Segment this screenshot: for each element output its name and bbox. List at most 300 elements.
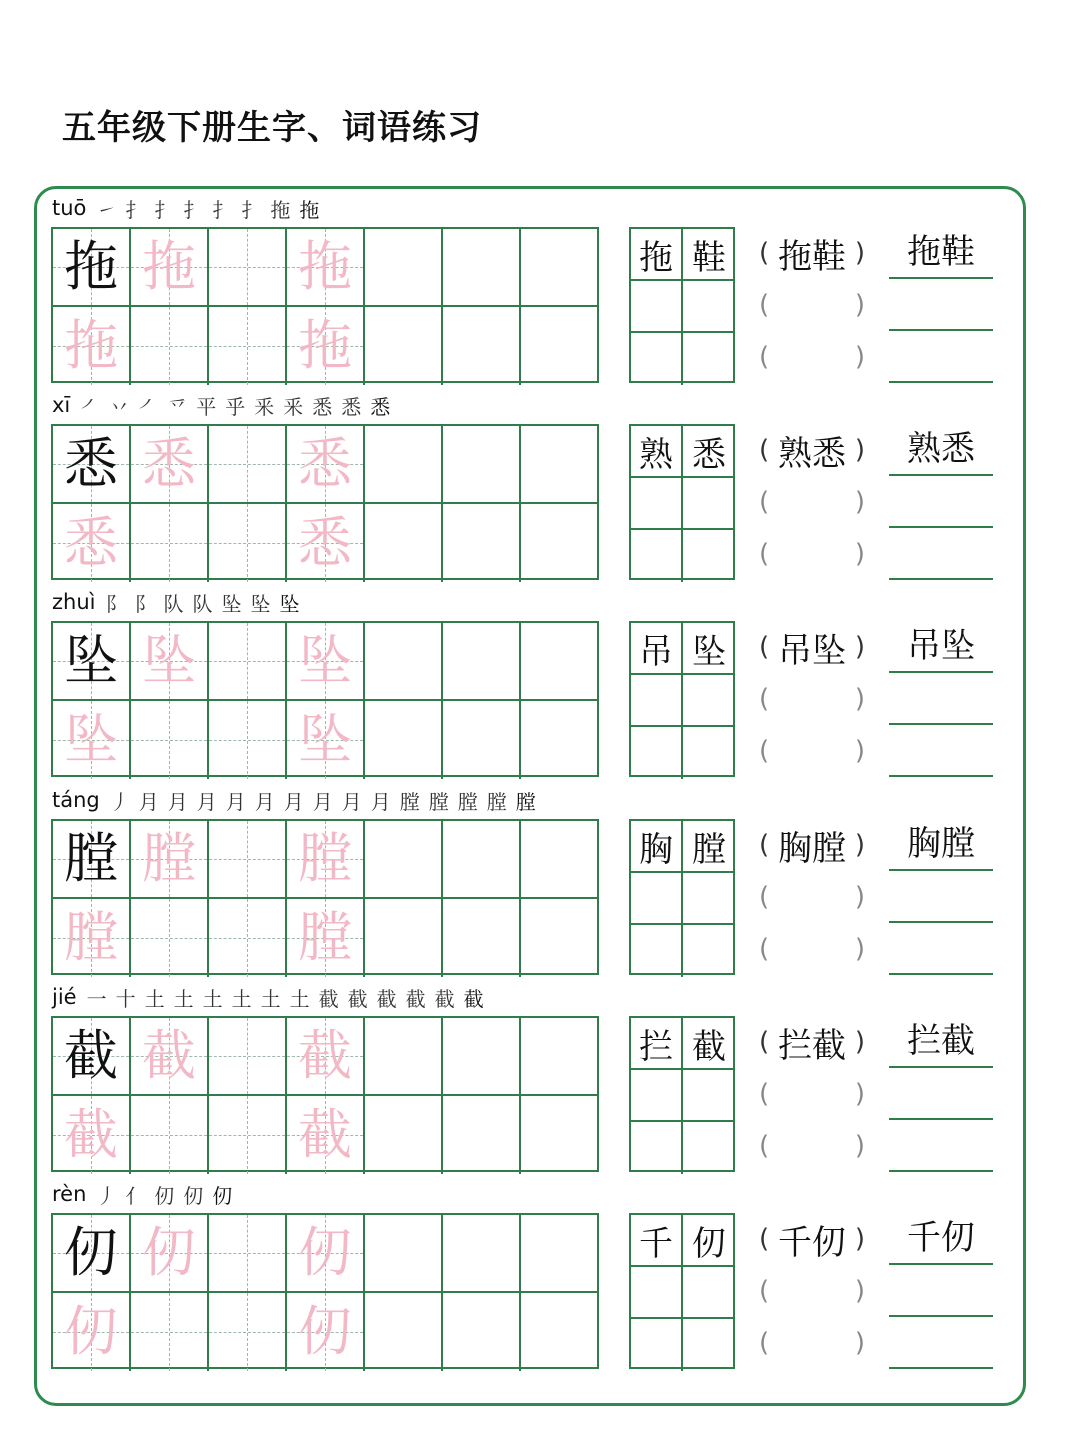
word-cell[interactable]: 胸 <box>631 821 683 873</box>
stroke-step: ⻖ <box>105 591 126 616</box>
writing-cell[interactable] <box>365 1293 443 1371</box>
model-character: 悉 <box>64 432 118 495</box>
stroke-step: 悉 <box>341 394 362 419</box>
word-cell[interactable]: 截 <box>683 1018 735 1070</box>
stroke-step: 膛 <box>486 789 507 814</box>
parenthesis-column <box>759 1016 865 1172</box>
pinyin: jié <box>52 985 77 1009</box>
page-title: 五年级下册生字、词语练习 <box>62 108 482 148</box>
writing-cell[interactable] <box>287 229 365 307</box>
stroke-step: 截 <box>434 986 455 1011</box>
writing-cell[interactable] <box>53 229 131 307</box>
underline-column <box>889 424 993 580</box>
writing-cell[interactable] <box>365 701 443 779</box>
open-paren: ( <box>759 934 770 964</box>
underline-blank[interactable] <box>889 279 993 331</box>
open-paren: ( <box>759 882 770 912</box>
stroke-order-line <box>52 983 493 1011</box>
word-cell[interactable] <box>631 1319 683 1371</box>
word-cell[interactable] <box>631 925 683 977</box>
stroke-step: 土 <box>173 986 194 1011</box>
word-cell[interactable] <box>683 675 735 727</box>
word-cell[interactable]: 熟 <box>631 426 683 478</box>
word-cell[interactable]: 膛 <box>683 821 735 873</box>
model-character: 拖 <box>64 235 118 298</box>
trace-character: 仞 <box>142 1221 196 1284</box>
pinyin: zhuì <box>52 590 96 614</box>
writing-grid <box>51 1213 599 1369</box>
stroke-step: 土 <box>260 986 281 1011</box>
writing-cell[interactable] <box>53 1096 131 1174</box>
parenthesis-column <box>759 621 865 777</box>
parenthesis-blank[interactable] <box>759 227 865 279</box>
writing-cell[interactable] <box>443 899 521 977</box>
word-cell[interactable] <box>683 1122 735 1174</box>
stroke-step: 扌 <box>125 197 146 222</box>
word-cell[interactable]: 拖 <box>631 229 683 281</box>
parenthesis-blank[interactable] <box>759 528 865 580</box>
stroke-step: 十 <box>115 986 136 1011</box>
word-cell[interactable]: 仞 <box>683 1215 735 1267</box>
writing-cell[interactable] <box>443 1215 521 1293</box>
paren-word: 千仞 <box>778 1222 846 1263</box>
practice-row <box>0 975 1080 1172</box>
word-cell[interactable]: 坠 <box>683 623 735 675</box>
writing-cell[interactable] <box>365 1018 443 1096</box>
underline-word: 熟悉 <box>907 429 975 469</box>
stroke-order-line <box>52 588 308 616</box>
writing-cell[interactable] <box>521 623 599 701</box>
stroke-step: 釆 <box>254 394 275 419</box>
writing-cell[interactable] <box>53 504 131 582</box>
trace-character: 坠 <box>64 708 118 771</box>
close-paren: ) <box>854 1027 865 1057</box>
close-paren: ) <box>854 684 865 714</box>
underline-blank[interactable] <box>889 476 993 528</box>
stroke-step: 丿 <box>109 789 130 814</box>
writing-cell[interactable] <box>53 821 131 899</box>
stroke-step: 仞 <box>154 1183 175 1208</box>
writing-cell[interactable] <box>521 821 599 899</box>
word-cell[interactable]: 悉 <box>683 426 735 478</box>
underline-word: 千仞 <box>907 1218 975 1258</box>
parenthesis-blank[interactable] <box>759 1213 865 1265</box>
paren-word: 熟悉 <box>778 433 846 474</box>
paren-word: 胸膛 <box>778 828 846 869</box>
writing-cell[interactable] <box>443 821 521 899</box>
trace-character: 膛 <box>298 906 352 969</box>
writing-cell[interactable] <box>53 1215 131 1293</box>
close-paren: ) <box>854 934 865 964</box>
trace-character: 坠 <box>142 629 196 692</box>
writing-cell[interactable] <box>287 504 365 582</box>
stroke-step: 膛 <box>428 789 449 814</box>
stroke-step: 扌 <box>183 197 204 222</box>
writing-cell[interactable] <box>521 229 599 307</box>
underline-blank[interactable] <box>889 1016 993 1068</box>
parenthesis-blank[interactable] <box>759 1120 865 1172</box>
writing-grid <box>51 621 599 777</box>
word-cell[interactable] <box>631 727 683 779</box>
practice-row <box>0 383 1080 580</box>
writing-cell[interactable] <box>365 821 443 899</box>
writing-cell[interactable] <box>365 307 443 385</box>
word-cell[interactable] <box>683 478 735 530</box>
writing-cell[interactable] <box>53 623 131 701</box>
underline-blank[interactable] <box>889 1265 993 1317</box>
word-cell[interactable] <box>631 281 683 333</box>
stroke-step: 仞 <box>183 1183 204 1208</box>
parenthesis-blank[interactable] <box>759 476 865 528</box>
writing-cell[interactable] <box>443 229 521 307</box>
close-paren: ) <box>854 1079 865 1109</box>
close-paren: ) <box>854 882 865 912</box>
parenthesis-blank[interactable] <box>759 279 865 331</box>
stroke-step: 拖 <box>270 197 291 222</box>
word-cell[interactable] <box>683 281 735 333</box>
underline-blank[interactable] <box>889 1068 993 1120</box>
stroke-step: 坠 <box>221 591 242 616</box>
writing-cell[interactable] <box>131 1018 209 1096</box>
writing-cell[interactable] <box>287 1215 365 1293</box>
close-paren: ) <box>854 830 865 860</box>
trace-character: 截 <box>298 1103 352 1166</box>
parenthesis-column <box>759 819 865 975</box>
stroke-step: ㇒ <box>138 394 159 419</box>
writing-grid <box>51 819 599 975</box>
stroke-step: 拖 <box>299 197 320 222</box>
underline-column <box>889 1213 993 1369</box>
underline-blank[interactable] <box>889 673 993 725</box>
writing-cell[interactable] <box>209 426 287 504</box>
writing-cell[interactable] <box>443 307 521 385</box>
writing-cell[interactable] <box>53 426 131 504</box>
parenthesis-column <box>759 424 865 580</box>
trace-character: 仞 <box>64 1300 118 1363</box>
writing-cell[interactable] <box>131 229 209 307</box>
parenthesis-blank[interactable] <box>759 621 865 673</box>
writing-cell[interactable] <box>131 307 209 385</box>
practice-row <box>0 1172 1080 1369</box>
word-cell[interactable] <box>631 1122 683 1174</box>
stroke-step: 月 <box>312 789 333 814</box>
pinyin: táng <box>52 788 100 812</box>
open-paren: ( <box>759 830 770 860</box>
word-grid <box>629 1213 735 1369</box>
open-paren: ( <box>759 238 770 268</box>
stroke-step: 悉 <box>312 394 333 419</box>
close-paren: ) <box>854 290 865 320</box>
writing-cell[interactable] <box>209 1215 287 1293</box>
underline-column <box>889 819 993 975</box>
underline-blank[interactable] <box>889 819 993 871</box>
trace-character: 截 <box>64 1103 118 1166</box>
word-cell[interactable] <box>631 478 683 530</box>
trace-character: 悉 <box>142 432 196 495</box>
writing-cell[interactable] <box>287 821 365 899</box>
trace-character: 膛 <box>298 827 352 890</box>
parenthesis-column <box>759 227 865 383</box>
stroke-step: 膛 <box>515 789 536 814</box>
trace-character: 拖 <box>298 314 352 377</box>
stroke-step: 亻 <box>125 1183 146 1208</box>
parenthesis-blank[interactable] <box>759 725 865 777</box>
open-paren: ( <box>759 632 770 662</box>
writing-cell[interactable] <box>209 307 287 385</box>
open-paren: ( <box>759 1224 770 1254</box>
writing-cell[interactable] <box>131 426 209 504</box>
open-paren: ( <box>759 1276 770 1306</box>
open-paren: ( <box>759 1328 770 1358</box>
writing-cell[interactable] <box>287 1018 365 1096</box>
writing-cell[interactable] <box>131 1215 209 1293</box>
stroke-step: 截 <box>318 986 339 1011</box>
close-paren: ) <box>854 1224 865 1254</box>
writing-cell[interactable] <box>365 426 443 504</box>
writing-cell[interactable] <box>209 623 287 701</box>
word-cell[interactable] <box>683 1070 735 1122</box>
writing-cell[interactable] <box>209 821 287 899</box>
underline-blank[interactable] <box>889 331 993 383</box>
word-cell[interactable] <box>631 1267 683 1319</box>
writing-cell[interactable] <box>443 701 521 779</box>
underline-blank[interactable] <box>889 227 993 279</box>
writing-cell[interactable] <box>521 504 599 582</box>
stroke-step: 坠 <box>250 591 271 616</box>
writing-cell[interactable] <box>287 307 365 385</box>
underline-blank[interactable] <box>889 1213 993 1265</box>
word-cell[interactable]: 千 <box>631 1215 683 1267</box>
parenthesis-blank[interactable] <box>759 1068 865 1120</box>
writing-cell[interactable] <box>209 1018 287 1096</box>
word-cell[interactable] <box>683 530 735 582</box>
trace-character: 悉 <box>64 511 118 574</box>
word-cell[interactable]: 吊 <box>631 623 683 675</box>
parenthesis-blank[interactable] <box>759 331 865 383</box>
writing-cell[interactable] <box>287 623 365 701</box>
underline-blank[interactable] <box>889 725 993 777</box>
writing-cell[interactable] <box>443 1096 521 1174</box>
stroke-step: 月 <box>254 789 275 814</box>
writing-cell[interactable] <box>443 504 521 582</box>
writing-cell[interactable] <box>287 701 365 779</box>
writing-cell[interactable] <box>131 1096 209 1174</box>
writing-cell[interactable] <box>365 899 443 977</box>
writing-cell[interactable] <box>131 623 209 701</box>
open-paren: ( <box>759 684 770 714</box>
writing-cell[interactable] <box>287 426 365 504</box>
model-character: 膛 <box>64 827 118 890</box>
writing-cell[interactable] <box>209 1293 287 1371</box>
writing-cell[interactable] <box>443 1018 521 1096</box>
paren-word: 拖鞋 <box>778 236 846 277</box>
model-character: 截 <box>64 1024 118 1087</box>
open-paren: ( <box>759 435 770 465</box>
close-paren: ) <box>854 539 865 569</box>
close-paren: ) <box>854 1276 865 1306</box>
writing-cell[interactable] <box>521 701 599 779</box>
word-grid <box>629 819 735 975</box>
word-cell[interactable] <box>631 1070 683 1122</box>
underline-blank[interactable] <box>889 1120 993 1172</box>
word-cell[interactable] <box>631 873 683 925</box>
open-paren: ( <box>759 1079 770 1109</box>
writing-cell[interactable] <box>131 899 209 977</box>
stroke-step: 膛 <box>399 789 420 814</box>
parenthesis-blank[interactable] <box>759 819 865 871</box>
close-paren: ) <box>854 736 865 766</box>
pinyin: tuō <box>52 196 87 220</box>
stroke-step: 坠 <box>279 591 300 616</box>
word-cell[interactable] <box>683 333 735 385</box>
writing-cell[interactable] <box>365 1096 443 1174</box>
stroke-step: 丷 <box>109 394 130 419</box>
writing-cell[interactable] <box>365 504 443 582</box>
stroke-step: 月 <box>167 789 188 814</box>
underline-column <box>889 227 993 383</box>
close-paren: ) <box>854 487 865 517</box>
writing-cell[interactable] <box>209 701 287 779</box>
model-character: 仞 <box>64 1221 118 1284</box>
stroke-step: 扌 <box>212 197 233 222</box>
stroke-step: ㇒ <box>80 394 101 419</box>
writing-cell[interactable] <box>53 899 131 977</box>
trace-character: 坠 <box>298 708 352 771</box>
writing-cell[interactable] <box>131 821 209 899</box>
writing-cell[interactable] <box>521 1018 599 1096</box>
word-cell[interactable] <box>683 925 735 977</box>
stroke-order-line <box>52 391 399 419</box>
word-cell[interactable]: 鞋 <box>683 229 735 281</box>
word-cell[interactable] <box>631 530 683 582</box>
trace-character: 坠 <box>298 629 352 692</box>
stroke-step: 平 <box>196 394 217 419</box>
writing-cell[interactable] <box>365 623 443 701</box>
word-cell[interactable]: 拦 <box>631 1018 683 1070</box>
writing-cell[interactable] <box>131 504 209 582</box>
parenthesis-blank[interactable] <box>759 424 865 476</box>
parenthesis-blank[interactable] <box>759 673 865 725</box>
writing-cell[interactable] <box>521 426 599 504</box>
parenthesis-blank[interactable] <box>759 1265 865 1317</box>
trace-character: 悉 <box>298 432 352 495</box>
writing-cell[interactable] <box>365 229 443 307</box>
trace-character: 拖 <box>64 314 118 377</box>
model-character: 坠 <box>64 629 118 692</box>
close-paren: ) <box>854 632 865 662</box>
writing-cell[interactable] <box>365 1215 443 1293</box>
writing-cell[interactable] <box>443 426 521 504</box>
writing-cell[interactable] <box>53 307 131 385</box>
writing-cell[interactable] <box>521 1293 599 1371</box>
word-cell[interactable] <box>683 1267 735 1319</box>
writing-grid <box>51 227 599 383</box>
stroke-step: 月 <box>341 789 362 814</box>
stroke-step: 扌 <box>154 197 175 222</box>
underline-blank[interactable] <box>889 871 993 923</box>
writing-cell[interactable] <box>521 307 599 385</box>
trace-character: 拖 <box>142 235 196 298</box>
writing-cell[interactable] <box>521 1215 599 1293</box>
word-cell[interactable] <box>683 727 735 779</box>
trace-character: 截 <box>298 1024 352 1087</box>
close-paren: ) <box>854 435 865 465</box>
writing-cell[interactable] <box>53 1293 131 1371</box>
word-grid <box>629 1016 735 1172</box>
underline-blank[interactable] <box>889 621 993 673</box>
word-cell[interactable] <box>683 873 735 925</box>
underline-word: 拦截 <box>907 1021 975 1061</box>
writing-cell[interactable] <box>521 899 599 977</box>
writing-cell[interactable] <box>53 701 131 779</box>
writing-cell[interactable] <box>287 1293 365 1371</box>
writing-cell[interactable] <box>287 1096 365 1174</box>
stroke-step: 釆 <box>283 394 304 419</box>
underline-word: 吊坠 <box>907 626 975 666</box>
pinyin: rèn <box>52 1182 87 1206</box>
writing-cell[interactable] <box>53 1018 131 1096</box>
word-cell[interactable] <box>631 675 683 727</box>
stroke-step: 乎 <box>225 394 246 419</box>
stroke-step: 截 <box>405 986 426 1011</box>
word-cell[interactable] <box>683 1319 735 1371</box>
stroke-step: 扌 <box>241 197 262 222</box>
underline-column <box>889 1016 993 1172</box>
practice-row <box>0 186 1080 383</box>
word-cell[interactable] <box>631 333 683 385</box>
trace-character: 悉 <box>298 511 352 574</box>
open-paren: ( <box>759 487 770 517</box>
practice-row <box>0 778 1080 975</box>
underline-blank[interactable] <box>889 923 993 975</box>
parenthesis-blank[interactable] <box>759 923 865 975</box>
underline-word: 拖鞋 <box>907 232 975 272</box>
writing-cell[interactable] <box>209 899 287 977</box>
writing-cell[interactable] <box>131 701 209 779</box>
trace-character: 膛 <box>142 827 196 890</box>
writing-cell[interactable] <box>209 229 287 307</box>
writing-cell[interactable] <box>443 623 521 701</box>
underline-blank[interactable] <box>889 528 993 580</box>
pinyin: xī <box>52 393 71 417</box>
underline-blank[interactable] <box>889 1317 993 1369</box>
close-paren: ) <box>854 342 865 372</box>
close-paren: ) <box>854 1131 865 1161</box>
open-paren: ( <box>759 539 770 569</box>
open-paren: ( <box>759 736 770 766</box>
stroke-step: 土 <box>144 986 165 1011</box>
writing-cell[interactable] <box>209 1096 287 1174</box>
writing-grid <box>51 424 599 580</box>
stroke-step: 土 <box>289 986 310 1011</box>
writing-cell[interactable] <box>131 1293 209 1371</box>
underline-blank[interactable] <box>889 424 993 476</box>
stroke-step: 膛 <box>457 789 478 814</box>
open-paren: ( <box>759 1027 770 1057</box>
parenthesis-blank[interactable] <box>759 1317 865 1369</box>
writing-cell[interactable] <box>209 504 287 582</box>
parenthesis-blank[interactable] <box>759 871 865 923</box>
stroke-order-line <box>52 786 545 814</box>
writing-cell[interactable] <box>443 1293 521 1371</box>
practice-row <box>0 580 1080 777</box>
writing-cell[interactable] <box>521 1096 599 1174</box>
parenthesis-column <box>759 1213 865 1369</box>
stroke-step: 截 <box>463 986 484 1011</box>
writing-cell[interactable] <box>287 899 365 977</box>
stroke-step: 乊 <box>167 394 188 419</box>
parenthesis-blank[interactable] <box>759 1016 865 1068</box>
